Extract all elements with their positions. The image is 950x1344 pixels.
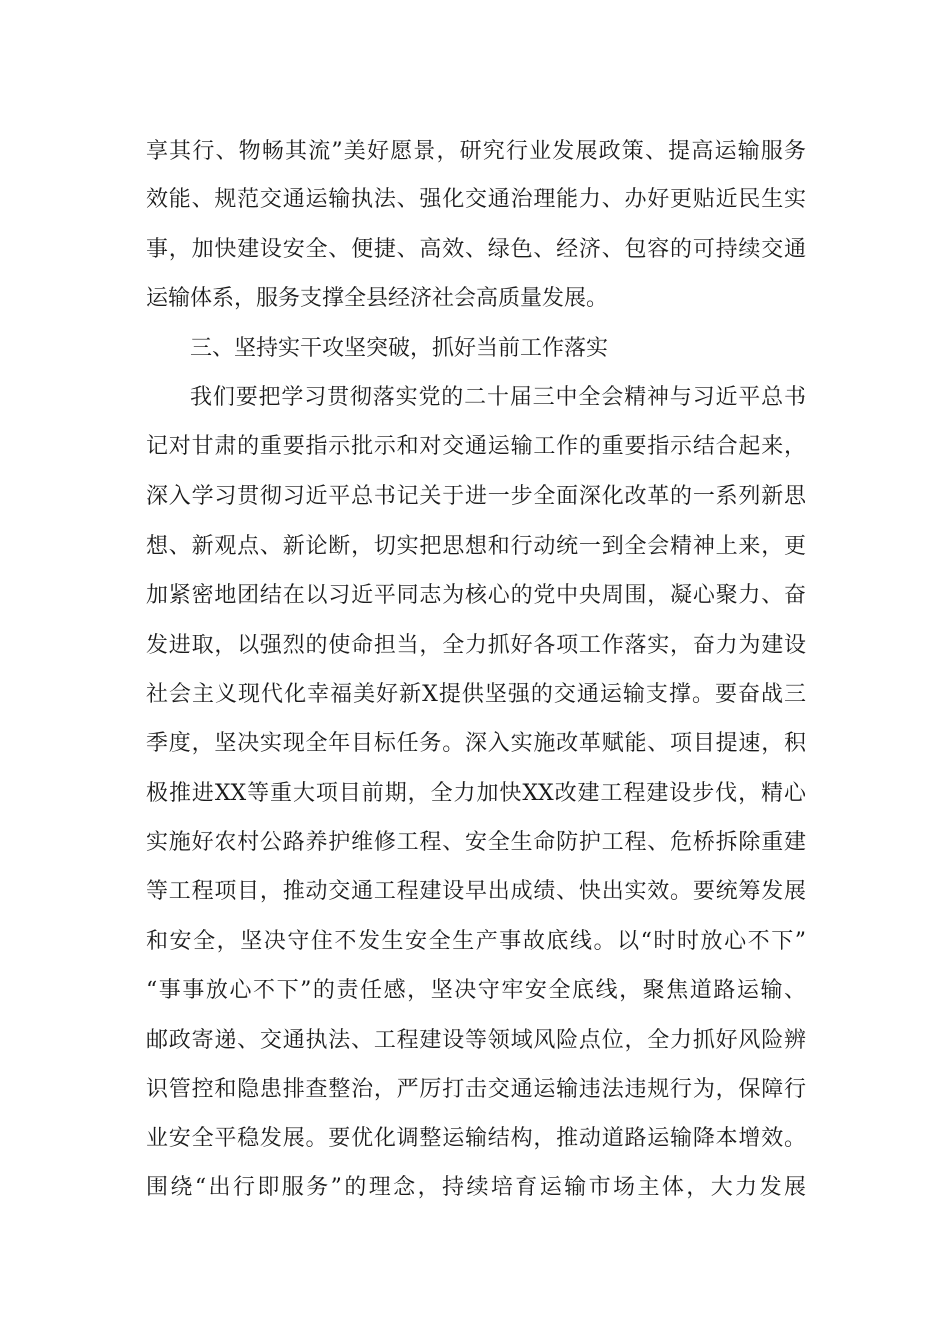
body-text-line: 识管控和隐患排查整治，严厉打击交通运输违法违规行为，保障行 [146, 1077, 806, 1102]
body-text-line: 极推进XX等重大项目前期，全力加快XX改建工程建设步伐，精心 [146, 781, 806, 806]
section-heading: 三、坚持实干攻坚突破，抓好当前工作落实 [190, 336, 609, 361]
body-text-line: 效能、规范交通运输执法、强化交通治理能力、办好更贴近民生实 [146, 187, 806, 212]
body-text-line: 季度，坚决实现全年目标任务。深入实施改革赋能、项目提速，积 [146, 731, 806, 756]
body-text-line: 发进取，以强烈的使命担当，全力抓好各项工作落实，奋力为建设 [146, 633, 806, 658]
body-text-line: 邮政寄递、交通执法、工程建设等领域风险点位，全力抓好风险辨 [146, 1028, 806, 1053]
paragraph-first-line: 我们要把学习贯彻落实党的二十届三中全会精神与习近平总书 [190, 385, 806, 410]
body-text-line: 和安全，坚决守住不发生安全生产事故底线。以“时时放心不下” [146, 929, 806, 954]
body-text-line: 围绕“出行即服务”的理念，持续培育运输市场主体，大力发展 [146, 1175, 806, 1200]
body-text-line: 实施好农村公路养护维修工程、安全生命防护工程、危桥拆除重建 [146, 830, 806, 855]
body-text-line: 运输体系，服务支撑全县经济社会高质量发展。 [146, 286, 609, 311]
body-text-line: 业安全平稳发展。要优化调整运输结构，推动道路运输降本增效。 [146, 1126, 806, 1151]
body-text-line: 享其行、物畅其流”美好愿景，研究行业发展政策、提高运输服务 [146, 139, 806, 164]
body-text-line: 记对甘肃的重要指示批示和对交通运输工作的重要指示结合起来， [146, 434, 806, 459]
body-text-line: “事事放心不下”的责任感，坚决守牢安全底线，聚焦道路运输、 [146, 978, 806, 1003]
body-text-line: 加紧密地团结在以习近平同志为核心的党中央周围，凝心聚力、奋 [146, 583, 806, 608]
body-text-line: 事，加快建设安全、便捷、高效、绿色、经济、包容的可持续交通 [146, 237, 806, 262]
body-text-line: 深入学习贯彻习近平总书记关于进一步全面深化改革的一系列新思 [146, 484, 806, 509]
body-text-line: 想、新观点、新论断，切实把思想和行动统一到全会精神上来，更 [146, 534, 806, 559]
body-text-line: 等工程项目，推动交通工程建设早出成绩、快出实效。要统筹发展 [146, 879, 806, 904]
body-text-line: 社会主义现代化幸福美好新X提供坚强的交通运输支撑。要奋战三 [146, 682, 806, 707]
